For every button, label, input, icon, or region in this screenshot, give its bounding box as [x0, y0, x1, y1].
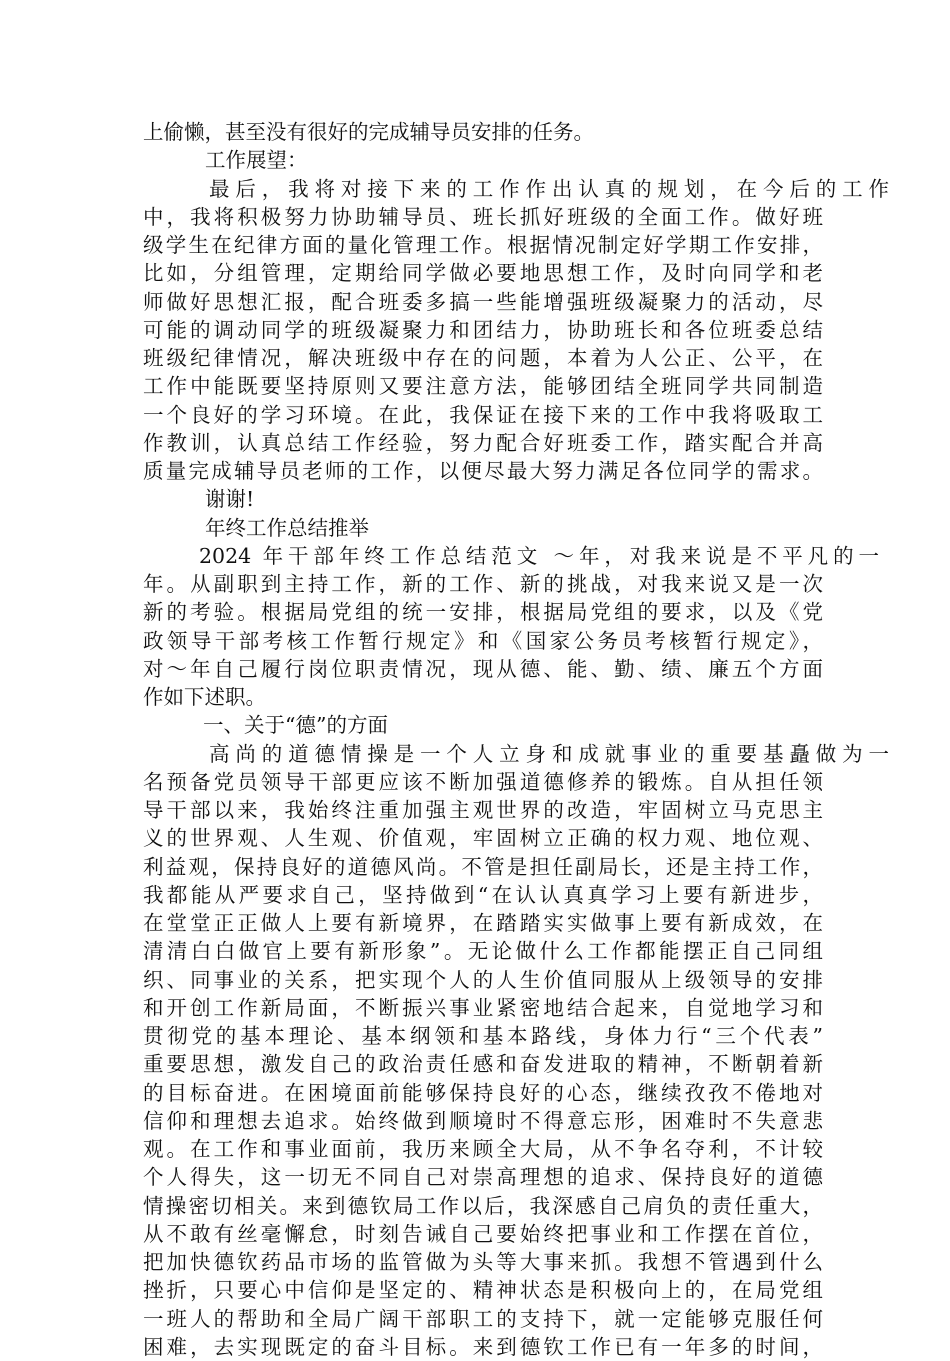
text-line: 和开创工作新局面，不断振兴事业紧密地结合起来，自觉地学习和: [143, 995, 823, 1020]
text-line: 个人得失，这一切无不同自己对崇高理想的追求、保持良好的道德: [143, 1165, 823, 1190]
text-line: 从不敢有丝毫懈怠，时刻告诫自己要始终把事业和工作摆在首位，: [143, 1221, 823, 1246]
text-line: 工作中能既要坚持原则又要注意方法，能够团结全班同学共同制造: [143, 374, 823, 399]
text-line: 困难，去实现既定的奋斗目标。来到德钦工作已有一年多的时间，: [143, 1334, 823, 1359]
text-line: 政领导干部考核工作暂行规定》和《国家公务员考核暂行规定》，: [143, 628, 823, 653]
text-line: 的目标奋进。在困境面前能够保持良好的心态，继续孜孜不倦地对: [143, 1080, 823, 1105]
section-heading: 工作展望：: [205, 148, 308, 173]
text-line: 导干部以来，我始终注重加强主观世界的改造，牢固树立马克思主: [143, 798, 823, 822]
text-line: 2024 年干部年终工作总结范文 ～年，对我来说是不平凡的一: [199, 543, 879, 568]
text-line: 利益观，保持良好的道德风尚。不管是担任副局长，还是主持工作，: [143, 854, 823, 879]
text-line: 一个良好的学习环境。在此，我保证在接下来的工作中我将吸取工: [143, 402, 823, 427]
text-line: 中，我将积极努力协助辅导员、班长抓好班级的全面工作。做好班: [143, 204, 823, 229]
text-line: 最后，我将对接下来的工作作出认真的规划，在今后的工作: [209, 176, 889, 201]
text-line: 师做好思想汇报，配合班委多搞一些能增强班级凝聚力的活动，尽: [143, 289, 823, 314]
text-line: 情操密切相关。来到德钦局工作以后，我深感自己肩负的责任重大，: [143, 1193, 823, 1218]
text-line: 谢谢!: [205, 487, 255, 512]
text-line: 级学生在纪律方面的量化管理工作。根据情况制定好学期工作安排，: [143, 233, 823, 257]
text-line: 重要思想，激发自己的政治责任感和奋发进取的精神，不断朝着新: [143, 1052, 823, 1077]
text-line: 观。在工作和事业面前，我历来顾全大局，从不争名夺利，不计较: [143, 1137, 823, 1161]
text-line: 名预备党员领导干部更应该不断加强道德修养的锻炼。自从担任领: [143, 769, 823, 794]
document-title: 年终工作总结推举: [205, 515, 369, 540]
text-line: 质量完成辅导员老师的工作，以便尽最大努力满足各位同学的需求。: [143, 459, 823, 483]
text-line: 贯彻党的基本理论、基本纲领和基本路线，身体力行“三个代表”: [143, 1024, 823, 1048]
text-line: 把加快德钦药品市场的监管做为头等大事来抓。我想不管遇到什么: [143, 1250, 823, 1274]
text-line: 织、同事业的关系，把实现个人的人生价值同服从上级领导的安排: [143, 967, 823, 992]
text-line: 清清白白做官上要有新形象”。无论做什么工作都能摆正自己同组: [143, 939, 823, 964]
text-line: 班级纪律情况，解决班级中存在的问题，本着为人公正、公平，在: [143, 346, 823, 370]
text-line: 作教训，认真总结工作经验，努力配合好班委工作，踏实配合并高: [143, 430, 823, 455]
text-line: 作如下述职。: [143, 685, 266, 709]
text-line: 义的世界观、人生观、价值观，牢固树立正确的权力观、地位观、: [143, 826, 823, 851]
text-line: 信仰和理想去追求。始终做到顺境时不得意忘形，困难时不失意悲: [143, 1108, 823, 1133]
document-body: [143, 118, 889, 1361]
text-line: 一班人的帮助和全局广阔干部职工的支持下，就一定能够克服任何: [143, 1306, 823, 1331]
text-line: 在堂堂正正做人上要有新境界，在踏踏实实做事上要有新成效，在: [143, 911, 823, 935]
text-line: 可能的调动同学的班级凝聚力和团结力，协助班长和各位班委总结: [143, 317, 823, 342]
text-line: 对～年自己履行岗位职责情况，现从德、能、勤、绩、廉五个方面: [143, 656, 823, 681]
text-line: 挫折，只要心中信仰是坚定的、精神状态是积极向上的，在局党组: [143, 1278, 823, 1303]
text-line: 高尚的道德情操是一个人立身和成就事业的重要基矗做为一: [209, 741, 889, 766]
section-heading: 一、关于“德”的方面: [203, 713, 388, 738]
text-line: 我都能从严要求自己，坚持做到“在认认真真学习上要有新进步，: [143, 882, 823, 907]
text-line: 比如，分组管理，定期给同学做必要地思想工作，及时向同学和老: [143, 261, 823, 286]
text-line: 上偷懒，甚至没有很好的完成辅导员安排的任务。: [143, 120, 594, 144]
text-line: 年。从副职到主持工作，新的工作、新的挑战，对我来说又是一次: [143, 572, 823, 596]
text-line: 新的考验。根据局党组的统一安排，根据局党组的要求，以及《党: [143, 600, 823, 625]
